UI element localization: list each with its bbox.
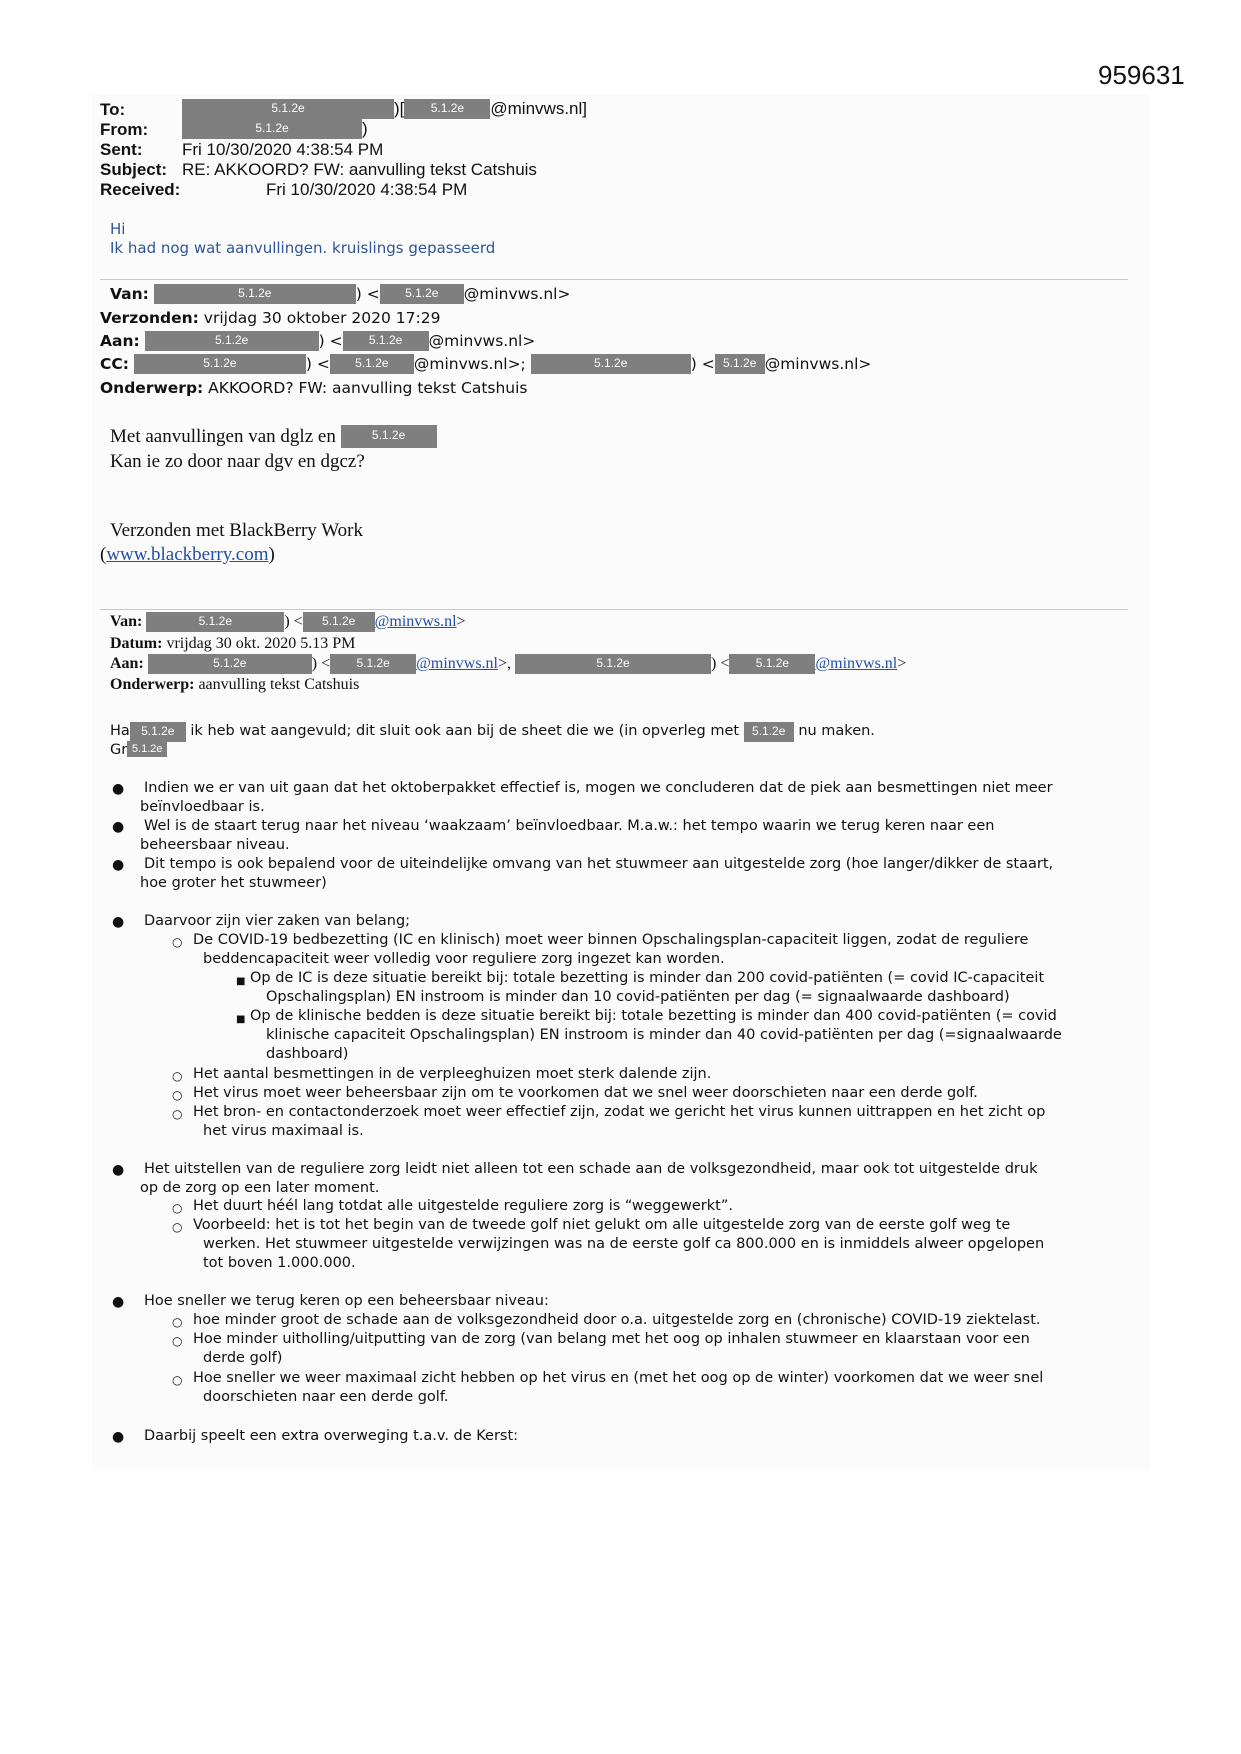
van-email-link[interactable]: @minvws.nl <box>374 613 457 630</box>
bullet-text: Hoe sneller we terug keren op een beheersbaar niveau: <box>144 1293 549 1309</box>
reply-line: Hi <box>110 220 126 238</box>
subject-label: Subject: <box>100 160 168 179</box>
van-sep: ) < <box>355 285 380 303</box>
sub-sub-bullet-text: klinische capaciteit Opschalingsplan) EN instroom is minder dan 40 covid-patiënten per dag (=signaalwaarde <box>266 1027 1062 1043</box>
bullet-text: Daarbij speelt een extra overweging t.a.v. de Kerst: <box>144 1428 519 1444</box>
cc-sep: ) < <box>305 355 330 373</box>
circle-bullet-icon: ○ <box>172 1069 183 1083</box>
aan-label: Aan: <box>110 655 144 672</box>
separator <box>100 609 1128 610</box>
to-separator: )[ <box>394 99 405 118</box>
aan-close: > <box>897 655 907 672</box>
sub-bullet-text: beddencapaciteit weer volledig voor reguliere zorg ingezet kan worden. <box>203 951 725 967</box>
sub-sub-bullet-text: dashboard) <box>266 1046 349 1062</box>
cc-domain: @minvws.nl>; <box>413 355 526 373</box>
from-value <box>182 119 368 139</box>
sub-bullet-text: hoe minder groot de schade aan de volksgezondheid door o.a. uitgestelde zorg en (chronische) COVID-19 ziektelast. <box>193 1312 1041 1328</box>
bullet-text: Wel is de staart terug naar het niveau ‘waakzaam’ beïnvloedbaar. M.a.w.: het tempo waarin we terug keren naar een <box>144 818 995 834</box>
received-label: Received: <box>100 180 181 199</box>
onderwerp-value: AKKOORD? FW: aanvulling tekst Catshuis <box>208 379 528 397</box>
van-label: Van: <box>110 285 149 303</box>
to-label: To: <box>100 100 126 119</box>
document-number: 959631 <box>1098 60 1185 90</box>
fwd1-onderwerp <box>100 378 528 398</box>
van-label: Van: <box>110 613 143 630</box>
fwd1-body-line: Kan ie zo door naar dgv en dgcz? <box>110 451 365 472</box>
sent-value: Fri 10/30/2020 4:38:54 PM <box>182 140 384 159</box>
to-value <box>182 99 587 119</box>
redaction: 5.1.2e <box>145 331 319 351</box>
bullet-text: Indien we er van uit gaan dat het oktoberpakket effectief is, mogen we concluderen dat de piek aan besmettingen niet meer <box>144 780 1053 796</box>
bullet-text: Dit tempo is ook bepalend voor de uiteindelijke omvang van het stuwmeer aan uitgestelde zorg (hoe langer/dikker de staart, <box>144 856 1054 872</box>
sent-label: Sent: <box>100 140 143 159</box>
gr-line <box>110 741 167 760</box>
bullet-text: beïnvloedbaar is. <box>140 799 265 815</box>
redaction: 5.1.2e <box>729 654 815 674</box>
blackberry-link[interactable]: www.blackberry.com <box>106 544 269 565</box>
fwd1-aan <box>100 331 535 351</box>
circle-bullet-icon: ○ <box>172 1373 183 1387</box>
sub-bullet-text: Voorbeeld: het is tot het begin van de tweede golf niet gelukt om alle uitgestelde zorg van de eerste golf weg te <box>193 1217 1011 1233</box>
cc-label: CC: <box>100 355 129 373</box>
redaction: 5.1.2e <box>182 99 394 119</box>
aan-email-link[interactable]: @minvws.nl <box>815 655 898 672</box>
redaction: 5.1.2e <box>130 722 186 742</box>
reply-line: Ik had nog wat aanvullingen. kruislings gepasseerd <box>110 239 496 257</box>
fwd2-datum <box>110 634 355 654</box>
redaction: 5.1.2e <box>148 654 312 674</box>
circle-bullet-icon: ○ <box>172 1201 183 1215</box>
aan-email-link[interactable]: @minvws.nl <box>416 655 498 672</box>
sub-bullet-text: Hoe sneller we weer maximaal zicht hebben op het virus en (met het oog op de winter) voorkomen dat we weer snel <box>193 1370 1044 1386</box>
sub-bullet-text: derde golf) <box>203 1350 283 1366</box>
sub-bullet-text: Het duurt héél lang totdat alle uitgestelde reguliere zorg is “weggewerkt”. <box>193 1198 733 1214</box>
van-domain: @minvws.nl> <box>463 285 571 303</box>
sub-bullet-text: Het aantal besmettingen in de verpleeghuizen moet sterk dalende zijn. <box>193 1066 712 1082</box>
redaction: 5.1.2e <box>134 354 306 374</box>
bullet-text: Het uitstellen van de reguliere zorg leidt niet alleen tot een schade aan de volksgezondheid, maar ook tot uitgestelde druk <box>144 1161 1038 1177</box>
redaction: 5.1.2e <box>531 354 691 374</box>
redaction: 5.1.2e <box>341 425 437 448</box>
sub-sub-bullet-text: Op de klinische bedden is deze situatie bereikt bij: totale bezetting is minder dan 400 covid-patiënten (= covid <box>250 1008 1057 1024</box>
greeting-end: nu maken. <box>798 723 875 739</box>
redaction: 5.1.2e <box>182 119 362 139</box>
sub-bullet-text: Hoe minder uitholling/uitputting van de zorg (van belang met het oog op inhalen stuwmeer en klaarstaan voor een <box>193 1331 1030 1347</box>
bullet-icon: ● <box>112 819 125 835</box>
sub-sub-bullet-text: Opschalingsplan) EN instroom is minder dan 10 covid-patiënten per dag (= signaalwaarde dashboard) <box>266 989 1010 1005</box>
redaction: 5.1.2e <box>303 612 375 632</box>
redaction: 5.1.2e <box>343 331 429 351</box>
paren: ( <box>100 544 107 565</box>
received-value: Fri 10/30/2020 4:38:54 PM <box>266 180 468 199</box>
greeting-ha: Ha <box>110 723 130 739</box>
aan-sep: ) < <box>711 655 730 672</box>
circle-bullet-icon: ○ <box>172 1220 183 1234</box>
square-bullet-icon: ■ <box>236 976 246 987</box>
datum-label: Datum: <box>110 635 163 652</box>
circle-bullet-icon: ○ <box>172 1315 183 1329</box>
square-bullet-icon: ■ <box>236 1014 246 1025</box>
redaction: 5.1.2e <box>330 354 414 374</box>
redaction: 5.1.2e <box>330 654 416 674</box>
van-close: > <box>456 613 466 630</box>
signature-link-line <box>100 543 275 566</box>
sub-bullet-text: De COVID-19 bedbezetting (IC en klinisch) moet weer binnen Opschalingsplan-capaciteit liggen, zodat de reguliere <box>193 932 1029 948</box>
sub-bullet-text: werken. Het stuwmeer uitgestelde verwijzingen was na de eerste golf ca 800.000 en is inmiddels alweer opgelopen <box>203 1236 1045 1252</box>
onderwerp-label: Onderwerp: <box>110 676 195 693</box>
bullet-text: beheersbaar niveau. <box>140 837 290 853</box>
separator <box>100 279 1128 280</box>
redaction: 5.1.2e <box>744 722 794 742</box>
fwd1-body-line <box>110 425 437 448</box>
datum-value: vrijdag 30 okt. 2020 5.13 PM <box>166 635 356 652</box>
cc-domain: @minvws.nl> <box>764 355 872 373</box>
fwd1-cc <box>100 354 871 374</box>
redaction: 5.1.2e <box>715 354 765 374</box>
cc-sep: ) < <box>690 355 715 373</box>
aan-label: Aan: <box>100 332 140 350</box>
onderwerp-value: aanvulling tekst Catshuis <box>198 676 360 693</box>
circle-bullet-icon: ○ <box>172 1334 183 1348</box>
verzonden-label: Verzonden: <box>100 309 199 327</box>
fwd1-verzonden <box>100 308 440 328</box>
from-suffix: ) <box>362 119 368 138</box>
van-sep: ) < <box>284 613 303 630</box>
verzonden-value: vrijdag 30 oktober 2020 17:29 <box>203 309 441 327</box>
redaction: 5.1.2e <box>154 284 356 304</box>
circle-bullet-icon: ○ <box>172 1107 183 1121</box>
paren: ) <box>268 544 275 565</box>
bullet-icon: ● <box>112 1294 125 1310</box>
aan-mid: >, <box>498 655 512 672</box>
aan-domain: @minvws.nl> <box>428 332 536 350</box>
onderwerp-label: Onderwerp: <box>100 379 204 397</box>
sub-sub-bullet-text: Op de IC is deze situatie bereikt bij: totale bezetting is minder dan 200 covid-patiënten (= covid IC-capaciteit <box>250 970 1045 986</box>
reply-body <box>110 220 495 258</box>
bullet-icon: ● <box>112 1162 125 1178</box>
sub-bullet-text: doorschieten naar een derde golf. <box>203 1389 449 1405</box>
gr-text: Gr <box>110 742 128 758</box>
signature-line: Verzonden met BlackBerry Work <box>110 520 363 541</box>
sub-bullet-text: het virus maximaal is. <box>203 1123 364 1139</box>
sub-bullet-text: Het virus moet weer beheersbaar zijn om te voorkomen dat we snel weer doorschieten naar een derde golf. <box>193 1085 978 1101</box>
bullet-text: Daarvoor zijn vier zaken van belang; <box>144 913 411 929</box>
sub-bullet-text: tot boven 1.000.000. <box>203 1255 356 1271</box>
redaction: 5.1.2e <box>380 284 464 304</box>
aan-sep: ) < <box>311 655 331 672</box>
redaction: 5.1.2e <box>127 741 167 757</box>
greeting-text: ik heb wat aangevuld; dit sluit ook aan bij de sheet die we (in opverleg met <box>190 723 740 739</box>
aan-sep: ) < <box>318 332 343 350</box>
body-text: Met aanvullingen van dglz en <box>110 426 336 447</box>
bullet-icon: ● <box>112 1429 125 1445</box>
from-label: From: <box>100 120 149 139</box>
greeting-line <box>110 722 875 742</box>
bullet-icon: ● <box>112 781 125 797</box>
redaction: 5.1.2e <box>515 654 711 674</box>
fwd2-aan <box>110 654 906 674</box>
circle-bullet-icon: ○ <box>172 1088 183 1102</box>
bullet-text: hoe groter het stuwmeer) <box>140 875 327 891</box>
redaction: 5.1.2e <box>404 99 490 119</box>
bullet-text: op de zorg op een later moment. <box>140 1180 380 1196</box>
circle-bullet-icon: ○ <box>172 935 183 949</box>
fwd2-onderwerp <box>110 675 359 695</box>
sub-bullet-text: Het bron- en contactonderzoek moet weer effectief zijn, zodat we gericht het virus kunnen uittrappen en het zicht op <box>193 1104 1046 1120</box>
fwd1-van <box>110 284 570 304</box>
fwd2-van <box>110 612 466 632</box>
bullet-icon: ● <box>112 914 125 930</box>
to-domain: @minvws.nl] <box>490 99 587 118</box>
subject-value: RE: AKKOORD? FW: aanvulling tekst Catshuis <box>182 160 537 179</box>
bullet-icon: ● <box>112 857 125 873</box>
redaction: 5.1.2e <box>146 612 284 632</box>
